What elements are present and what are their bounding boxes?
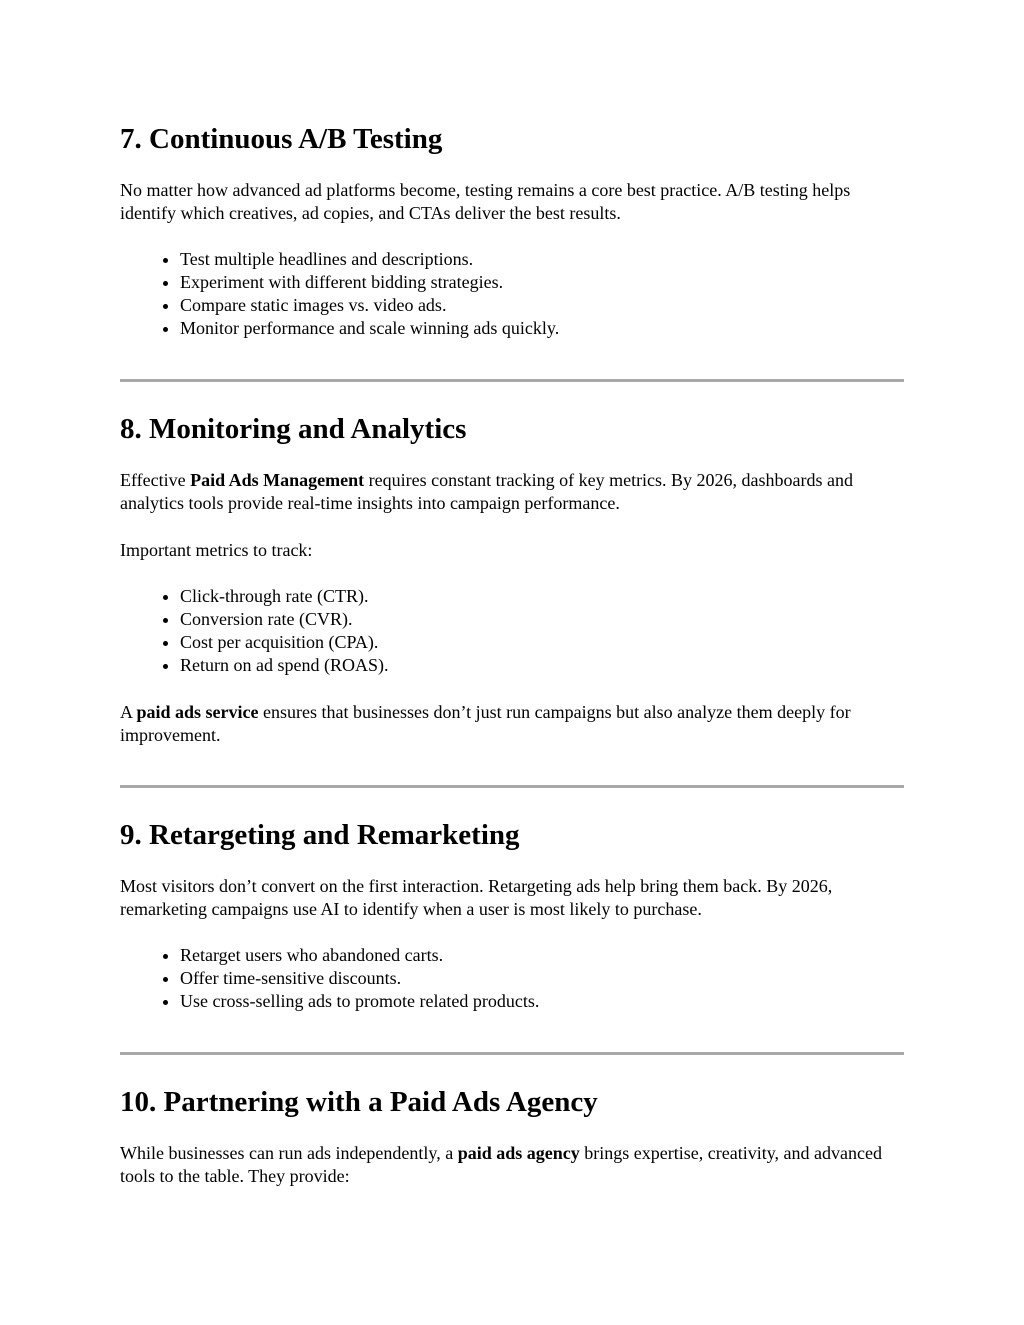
paragraph: Important metrics to track:: [120, 540, 313, 560]
list-item: • Monitor performance and scale winning ads quickly.: [180, 317, 964, 340]
list-7: [120, 248, 964, 340]
list-8: [120, 585, 964, 677]
text: Effective: [120, 470, 191, 490]
list-item: • Click-through rate (CTR).: [180, 585, 964, 608]
paragraph: [120, 469, 904, 515]
paragraph: [120, 701, 904, 747]
text: A: [120, 702, 137, 722]
bold-text: paid ads service: [136, 702, 259, 722]
list-item: • Compare static images vs. video ads.: [180, 294, 964, 317]
divider: [120, 1052, 904, 1055]
list-item: • Conversion rate (CVR).: [180, 608, 964, 631]
text: requires constant tracking of key metrics. By 2026, dashboards and analytics tools provide real-time insights into campaign performance.: [120, 470, 854, 513]
list-9: [120, 944, 964, 1013]
divider: [120, 379, 904, 382]
text: brings expertise, creativity, and advanced tools to the table. They provide:: [120, 1143, 882, 1186]
paragraph: No matter how advanced ad platforms become, testing remains a core best practice. A/B testing helps identify which creatives, ad copies, and CTAs deliver the best results.: [120, 180, 851, 223]
list-item: • Use cross-selling ads to promote related products.: [180, 990, 964, 1013]
list-item: • Retarget users who abandoned carts.: [180, 944, 964, 967]
list-item: • Offer time-sensitive discounts.: [180, 967, 964, 990]
list-item: • Cost per acquisition (CPA).: [180, 631, 964, 654]
text: While businesses can run ads independently, a: [120, 1143, 458, 1163]
list-item: • Return on ad spend (ROAS).: [180, 654, 964, 677]
bold-text: paid ads agency: [457, 1143, 580, 1163]
list-item: • Experiment with different bidding strategies.: [180, 271, 964, 294]
paragraph: Most visitors don’t convert on the first interaction. Retargeting ads help bring them back. By 2026, remarketing campaigns use AI to identify when a user is most likely to purchase.: [120, 876, 833, 919]
paragraph: [120, 1142, 904, 1188]
divider: [120, 785, 904, 788]
heading-7: 7. Continuous A/B Testing: [120, 123, 443, 155]
bold-text: Paid Ads Management: [190, 470, 365, 490]
heading-8: 8. Monitoring and Analytics: [120, 413, 467, 445]
text: ensures that businesses don’t just run campaigns but also analyze them deeply for improvement.: [120, 702, 851, 745]
heading-10: 10. Partnering with a Paid Ads Agency: [120, 1086, 598, 1118]
heading-9: 9. Retargeting and Remarketing: [120, 819, 520, 851]
list-item: • Test multiple headlines and descriptions.: [180, 248, 964, 271]
